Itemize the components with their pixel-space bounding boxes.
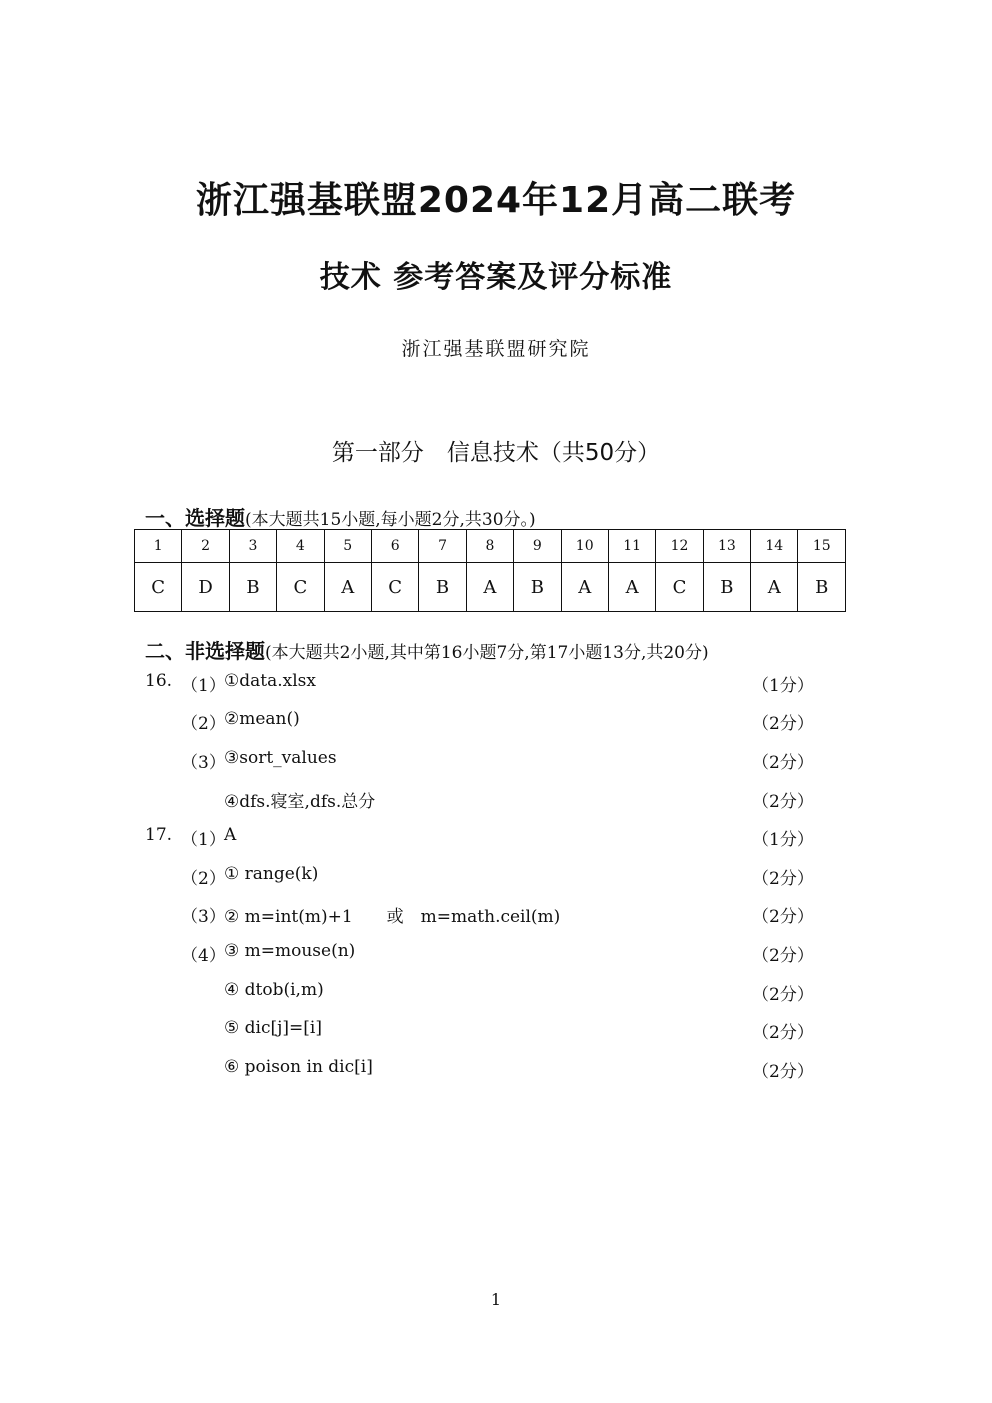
answer-content: ④ dtob(i,m) [224,980,324,1000]
document-subtitle: 技术 参考答案及评分标准 [319,260,673,295]
answer-cell: D [182,563,229,612]
score-label: （2分） [752,1062,814,1082]
answer-cell: A [608,563,655,612]
section2-heading-note: (本大题共2小题,其中第16小题7分,第17小题13分,共20分) [265,643,709,663]
part-title: 第一部分 信息技术（共50分） [331,440,661,466]
answer-content: ③sort_values [224,748,337,768]
answer-content: ②mean() [224,709,300,729]
score-label: （2分） [752,753,814,773]
answer-content: ⑤ dic[j]=[i] [224,1018,322,1038]
answer-cell: C [371,563,418,612]
page-number: 1 [490,1290,502,1309]
answer-content: A [224,825,237,845]
answer-cell: B [703,563,750,612]
question-number-cell: 2 [182,530,229,563]
question-number-cell: 5 [324,530,371,563]
question-number-cell: 3 [229,530,276,563]
question-number-cell: 13 [703,530,750,563]
answer-content: ③ m=mouse(n) [224,941,356,961]
choice-answer-table [134,529,846,612]
section2-heading-main: 二、非选择题 [145,639,265,663]
section1-heading-note: (本大题共15小题,每小题2分,共30分。) [245,510,536,530]
section2-heading [145,635,709,664]
question-number-cell: 11 [608,530,655,563]
sub-question-label: （4） [181,946,226,966]
answer-cell: B [798,563,846,612]
section1-heading [145,502,536,531]
score-label: （2分） [752,985,814,1005]
answer-line [0,825,992,851]
score-label: （2分） [752,1023,814,1043]
answer-cell: A [751,563,798,612]
question-number-cell: 7 [419,530,466,563]
answer-cell: C [277,563,324,612]
sub-question-label: （1） [181,830,226,850]
answer-content: ④dfs.寝室,dfs.总分 [224,792,376,812]
question-number-cell: 10 [561,530,608,563]
question-number-cell: 12 [656,530,703,563]
sub-question-label: （3） [181,753,226,773]
answer-content: ①data.xlsx [224,671,316,691]
answer-line [0,748,992,774]
sub-question-label: （3） [181,907,226,927]
answer-line [0,980,992,1006]
question-number-row [135,530,846,563]
score-label: （2分） [752,869,814,889]
answer-cell: C [135,563,182,612]
question-number-cell: 1 [135,530,182,563]
answer-content: ⑥ poison in dic[i] [224,1057,373,1077]
question-number-cell: 15 [798,530,846,563]
answer-line [0,941,992,967]
answer-line [0,709,992,735]
question-number-cell: 6 [371,530,418,563]
answer-line [0,864,992,890]
question-number: 17. [145,825,173,845]
answer-line [0,902,992,928]
score-label: （2分） [752,907,814,927]
answer-content: ② m=int(m)+1 或 m=math.ceil(m) [224,907,561,927]
document-title: 浙江强基联盟2024年12月高二联考 [195,180,797,221]
answer-line [0,787,992,813]
answer-cell: C [656,563,703,612]
question-number-cell: 4 [277,530,324,563]
answer-line [0,1057,992,1083]
score-label: （2分） [752,792,814,812]
sub-question-label: （1） [181,676,226,696]
score-label: （2分） [752,714,814,734]
question-number-cell: 9 [514,530,561,563]
score-label: （1分） [752,830,814,850]
section1-heading-main: 一、选择题 [145,506,245,530]
score-label: （1分） [752,676,814,696]
question-number: 16. [145,671,173,691]
answer-cell: B [514,563,561,612]
answer-line [0,1018,992,1044]
question-number-cell: 14 [751,530,798,563]
answer-content: ① range(k) [224,864,319,884]
score-label: （2分） [752,946,814,966]
question-number-cell: 8 [466,530,513,563]
answer-row [135,563,846,612]
organization-name: 浙江强基联盟研究院 [401,338,591,360]
answer-cell: A [561,563,608,612]
answer-cell: B [419,563,466,612]
answer-cell: A [324,563,371,612]
sub-question-label: （2） [181,714,226,734]
answer-line [0,671,992,697]
answer-cell: A [466,563,513,612]
sub-question-label: （2） [181,869,226,889]
answer-cell: B [229,563,276,612]
